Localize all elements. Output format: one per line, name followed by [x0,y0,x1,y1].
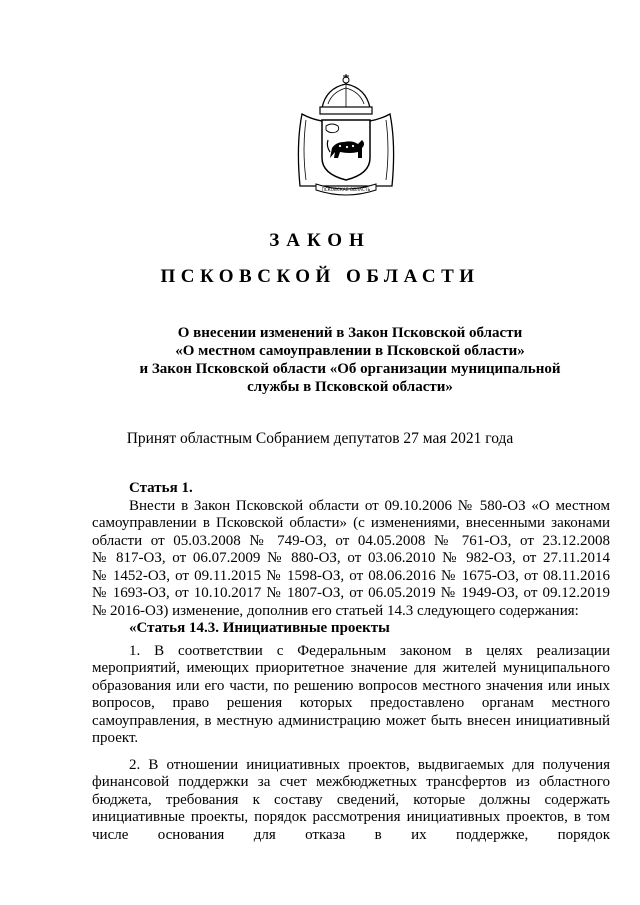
subject-line: «О местном самоуправлении в Псковской области» [175,343,525,359]
article-1-line: № 1452-ОЗ, от 09.11.2015 № 1598-ОЗ, от 08.06.2016 № 1675-ОЗ, от 08.11.2016 [92,567,610,584]
document-body [92,480,610,844]
subject-line: О внесении изменений в Закон Псковской области [177,325,523,341]
paragraph-1-line: мероприятий, имеющих приоритетное значение для жителей муниципального [92,660,610,676]
article-1-line: № 2016-ОЗ) изменение, дополнив его статьей 14.3 следующего содержания: [92,602,579,619]
article-1-line: № 1693-ОЗ, от 10.10.2017 № 1807-ОЗ, от 06.05.2019 № 1949-ОЗ, от 09.12.2019 [92,585,610,601]
paragraph-1-line: вопросов, право решения которых предоставлено органам местного [92,695,610,711]
article-1-heading: Статья 1. [129,480,193,496]
article-1-line: № 817-ОЗ, от 06.07.2009 № 880-ОЗ, от 03.06.2010 № 982-ОЗ, от 27.11.2014 [92,550,610,566]
paragraph-1-line: самоуправления, в местную администрацию может быть внесен инициативный [92,712,610,729]
subject-line: службы в Псковской области» [247,379,453,395]
article-1-line: Внести в Закон Псковской области от 09.10.2006 № 580-ОЗ «О местном [129,497,610,514]
paragraph-2-line: числе основания для отказа в их поддержке, порядок [92,826,610,843]
document-type-title: ЗАКОН [269,230,371,251]
emblem-motto: ПСКОВСКАЯ ОБЛАСТЬ [321,187,371,192]
subject-line: и Закон Псковской области «Об организации муниципальной [139,361,561,377]
paragraph-2-line: инициативные проекты, порядок рассмотрения инициативных проектов, в том [92,809,610,825]
article-14-3-heading: «Статья 14.3. Инициативные проекты [129,620,390,636]
adoption-statement: Принят областным Собранием депутатов 27 мая 2021 года [126,430,514,447]
paragraph-1-line: проект. [92,730,139,746]
coat-of-arms-emblem [292,74,400,200]
paragraph-2-line: бюджета, требования к составу сведений, которые должны содержать [92,791,610,808]
region-title: ПСКОВСКОЙ ОБЛАСТИ [160,266,480,287]
paragraph-2-line: финансовой поддержки за счет межбюджетных трансфертов из областного [92,774,610,790]
paragraph-2-line: 2. В отношении инициативных проектов, выдвигаемых для получения [129,756,610,773]
law-subject [100,324,600,396]
paragraph-1-line: образования или его части, по решению вопросов местного значения или иных [92,677,610,694]
article-1-line: самоуправлении в Псковской области» (с изменениями, внесенными законами [92,515,610,531]
article-1-line: области от 05.03.2008 № 749-ОЗ, от 04.05.2008 № 761-ОЗ, от 23.12.2008 [92,532,610,549]
paragraph-1-line: 1. В соответствии с Федеральным законом в целях реализации [129,642,610,659]
